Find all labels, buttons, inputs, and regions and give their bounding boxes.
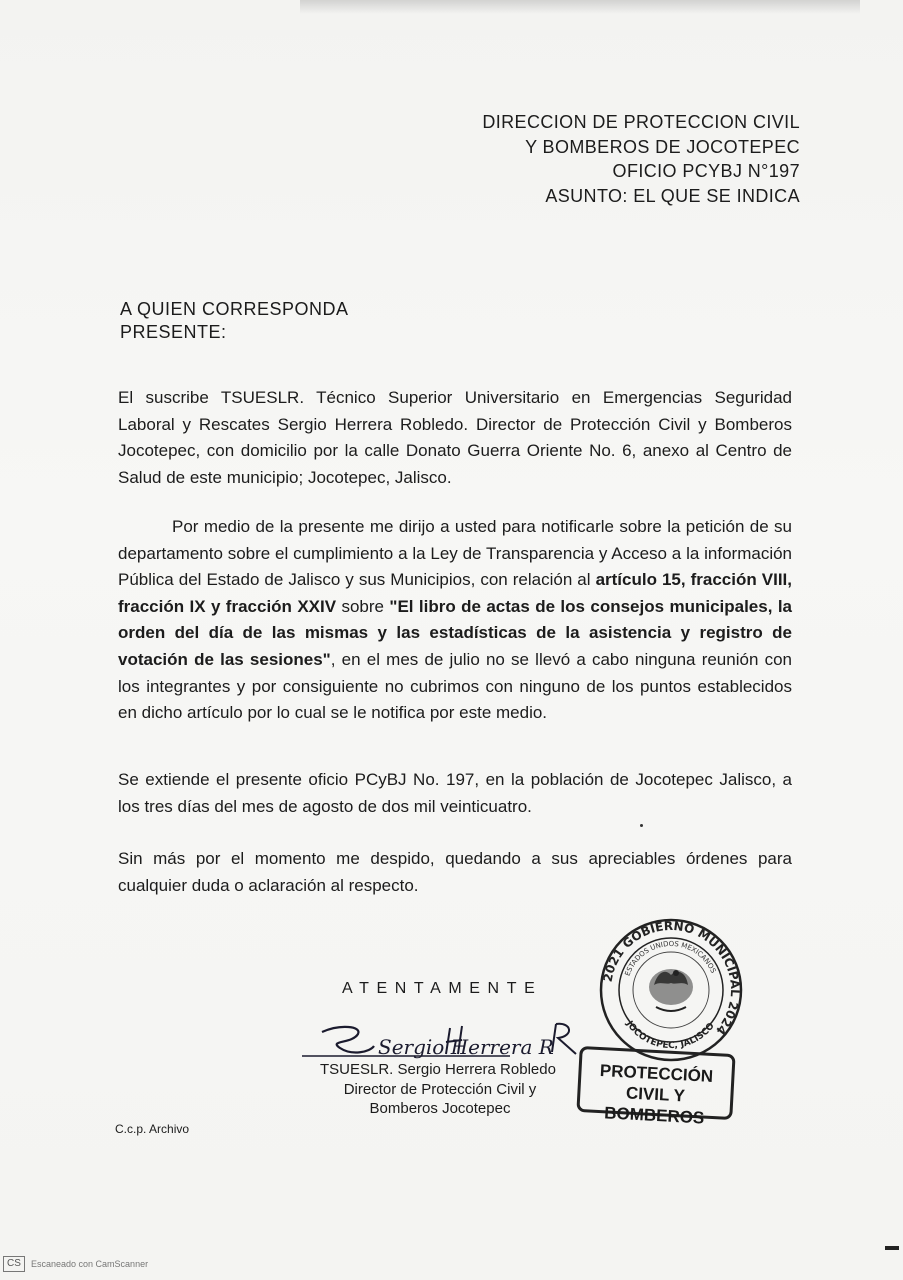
signature-script-text: Sergio Herrera R [378, 1035, 554, 1059]
recipient-line-2: PRESENTE: [120, 322, 227, 342]
camscanner-logo-icon: CS [3, 1256, 25, 1272]
header-line-2: Y BOMBEROS DE JOCOTEPEC [525, 136, 800, 157]
scanner-watermark [3, 1256, 148, 1272]
p2-text-e: , en el mes de julio no se llevó a cabo ninguna reunión con los integrantes y por consiguiente no cubrimos con ninguno de los puntos establecidos en dicho artículo por lo cual se le notifica por este medio. [118, 649, 792, 723]
ink-dot [640, 824, 643, 827]
carbon-copy-note: C.c.p. Archivo [115, 1122, 190, 1136]
recipient-line-1: A QUIEN CORRESPONDA [120, 299, 349, 319]
seal-outer-text: 2021 GOBIERNO MUNICIPAL 2024 [600, 918, 743, 1038]
stamp-line-2: CIVIL Y BOMBEROS [603, 1083, 705, 1128]
letter-header [482, 110, 800, 208]
recipient-block [120, 298, 349, 344]
header-line-1: DIRECCION DE PROTECCION CIVIL [482, 112, 800, 132]
signer-title-2: Bomberos Jocotepec [369, 1100, 511, 1117]
seal-bottom-text: JOCOTEPEC, JALISCO [623, 1019, 717, 1052]
civil-protection-stamp [576, 1046, 735, 1128]
paragraph-issuance: Se extiende el presente oficio PCyBJ No. 197, en la población de Jocotepec Jalisco, a los tres días del mes de agosto de dos mil veinticuatro. [118, 770, 792, 816]
closing-word: ATENTAMENTE [342, 980, 543, 997]
header-line-3: OFICIO PCYBJ N°197 [612, 161, 800, 181]
scan-corner-mark [885, 1246, 899, 1250]
signer-title-1: Director de Protección Civil y [343, 1080, 537, 1098]
p2-text-a: Por medio de la presente me dirijo a usted para notificarle sobre la petición de su departamento sobre el cumplimiento a la Ley de Transparencia y Acceso a la información Pública del Estado de Jalisco y sus Municipios, con relación al [118, 517, 792, 590]
seal-inner-text: ESTADOS UNIDOS MEXICANOS [623, 939, 718, 978]
scan-smudge [300, 0, 860, 14]
p2-bold-article: artículo 15, fracción VIII, fracción IX y fracción XXIV [118, 570, 792, 616]
signer-block [310, 1060, 570, 1119]
eagle-emblem-icon [649, 969, 693, 1011]
p2-text-c: sobre [336, 596, 390, 616]
signer-name: TSUESLR. Sergio Herrera Robledo [320, 1061, 556, 1078]
p2-bold-quote: "El libro de actas de los consejos municipales, la orden del día de las mismas y las estadísticas de la asistencia y registro de votación de las sesiones" [118, 596, 793, 669]
stamp-line-1: PROTECCIÓN [599, 1061, 714, 1086]
scanner-watermark-text: Escaneado con CamScanner [31, 1259, 149, 1269]
paragraph-notification [118, 514, 792, 727]
paragraph-intro: El suscribe TSUESLR. Técnico Superior Universitario en Emergencias Seguridad Laboral y Rescates Sergio Herrera Robledo. Director de Protección Civil y Bomberos Jocotepec, con domicilio por la calle Donato Guerra Oriente No. 6, anexo al Centro de Salud de este municipio; Jocotepec, Jalisco. [118, 388, 792, 487]
municipal-seal [596, 915, 746, 1065]
header-line-4: ASUNTO: EL QUE SE INDICA [545, 185, 800, 206]
paragraph-farewell: Sin más por el momento me despido, quedando a sus apreciables órdenes para cualquier duda o aclaración al respecto. [118, 849, 792, 895]
